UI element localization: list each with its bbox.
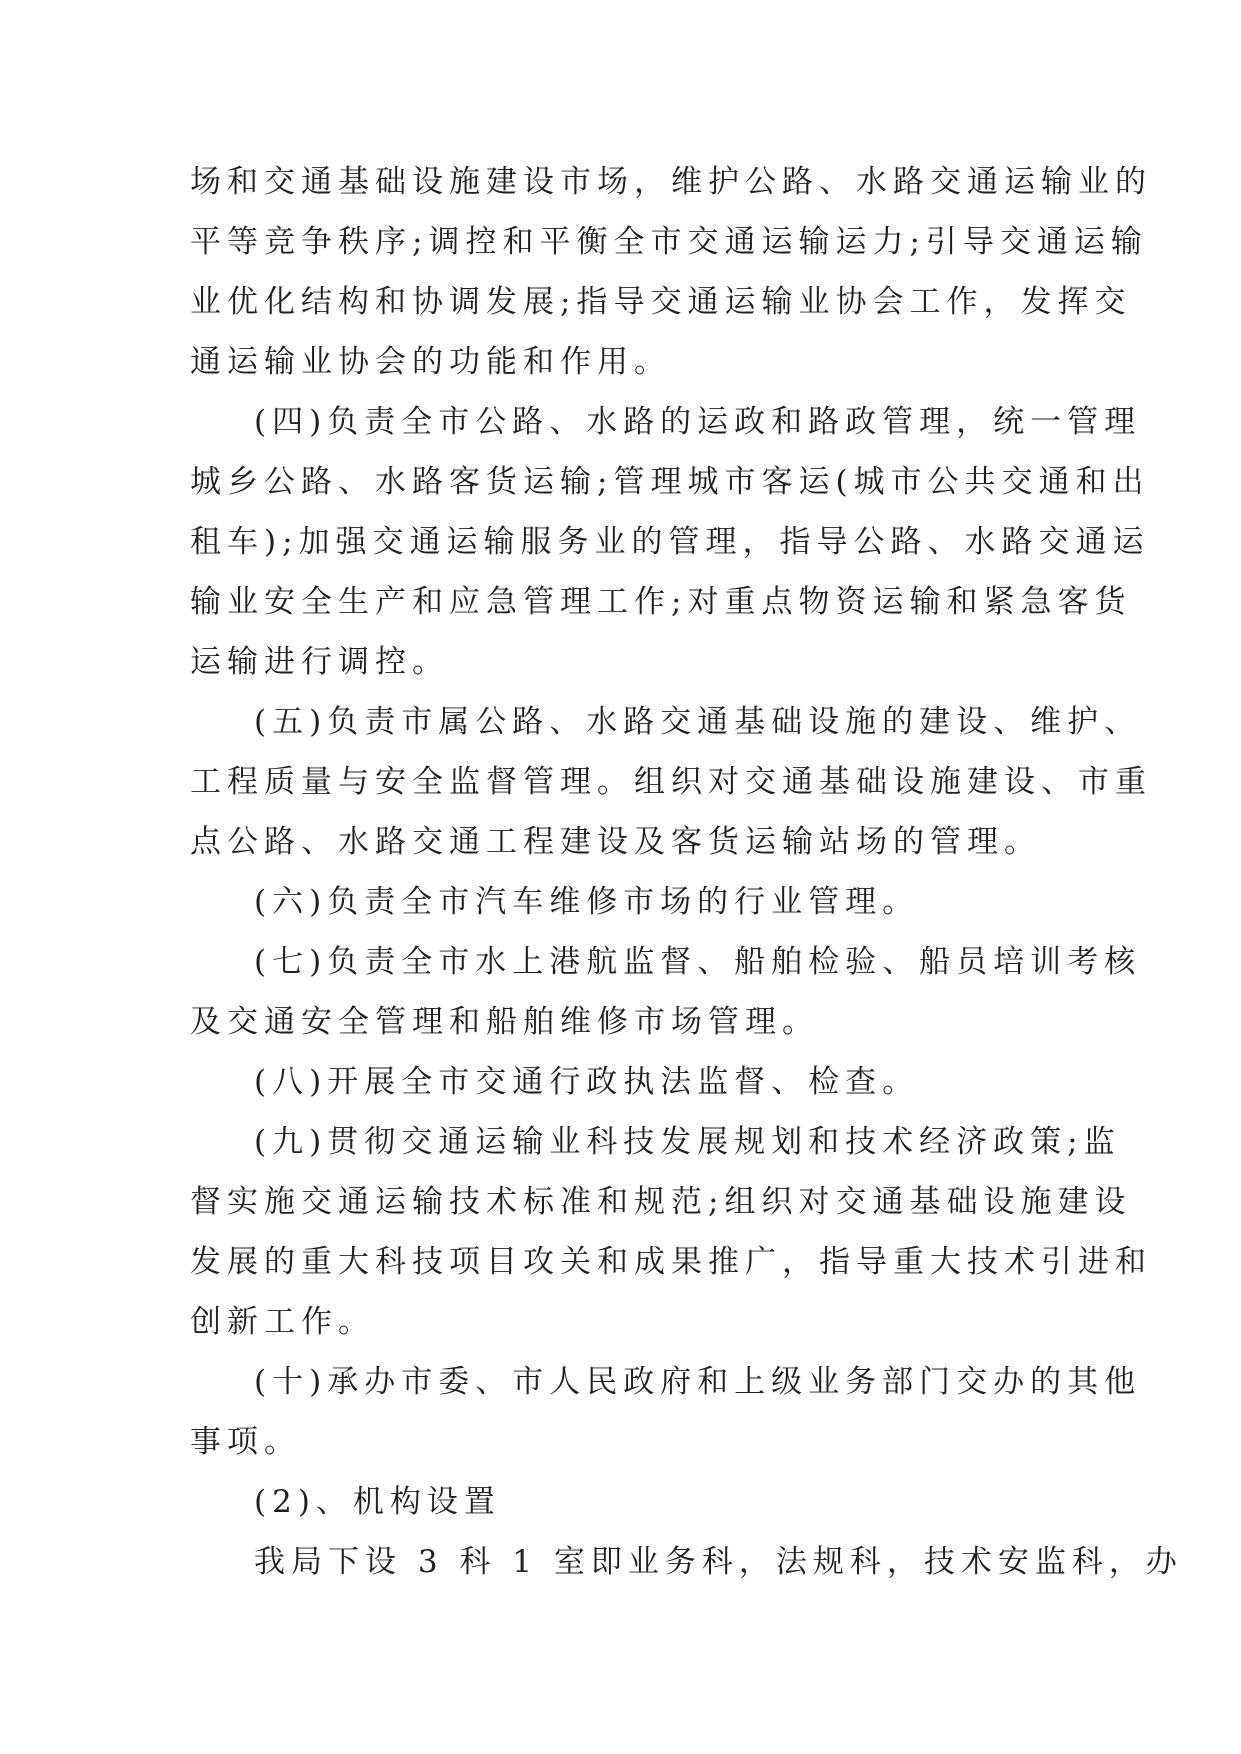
- text-line: 创新工作。: [190, 1304, 375, 1340]
- paragraph-item-8: [190, 1052, 1070, 1112]
- section-heading-organization: [190, 1472, 1070, 1532]
- text-line: (五)负责市属公路、水路交通基础设施的建设、维护、: [254, 704, 1142, 740]
- paragraph-item-4: [190, 392, 1150, 692]
- document-page: [190, 152, 1183, 1592]
- text-line: (四)负责全市公路、水路的运政和路政管理，统一管理: [254, 404, 1142, 440]
- paragraph-item-9: [190, 1112, 1152, 1352]
- text-line: 我局下设 3 科 1 室即业务科，法规科，技术安监科，办: [254, 1544, 1183, 1580]
- text-line: (2)、机构设置: [254, 1484, 501, 1520]
- text-line: 平等竞争秩序;调控和平衡全市交通运输运力;引导交通运输: [190, 224, 1148, 260]
- text-line: 租车);加强交通运输服务业的管理，指导公路、水路交通运: [190, 524, 1150, 560]
- text-line: 事项。: [190, 1424, 301, 1460]
- paragraph-item-6: [190, 872, 1070, 932]
- text-line: (十)承办市委、市人民政府和上级业务部门交办的其他: [254, 1364, 1142, 1400]
- text-line: 及交通安全管理和船舶维修市场管理。: [190, 1004, 819, 1040]
- text-line: 城乡公路、水路客货运输;管理城市客运(城市公共交通和出: [190, 464, 1150, 500]
- text-line: 工程质量与安全监督管理。组织对交通基础设施建设、市重: [190, 764, 1152, 800]
- paragraph-item-5: [190, 692, 1152, 872]
- text-line: (八)开展全市交通行政执法监督、检查。: [254, 1064, 920, 1100]
- paragraph-item-7: [190, 932, 1142, 1052]
- text-line: (九)贯彻交通运输业科技发展规划和技术经济政策;监: [254, 1124, 1121, 1160]
- text-line: 输业安全生产和应急管理工作;对重点物资运输和紧急客货: [190, 584, 1132, 620]
- paragraph-responsibilities-continued: [190, 152, 1152, 392]
- text-line: 发展的重大科技项目攻关和成果推广，指导重大技术引进和: [190, 1244, 1152, 1280]
- text-line: 通运输业协会的功能和作用。: [190, 344, 671, 380]
- text-line: 点公路、水路交通工程建设及客货运输站场的管理。: [190, 824, 1041, 860]
- text-line: 场和交通基础设施建设市场，维护公路、水路交通运输业的: [190, 164, 1152, 200]
- text-line: 业优化结构和协调发展;指导交通运输业协会工作，发挥交: [190, 284, 1132, 320]
- text-line: (七)负责全市水上港航监督、船舶检验、船员培训考核: [254, 944, 1142, 980]
- text-line: 督实施交通运输技术标准和规范;组织对交通基础设施建设: [190, 1184, 1132, 1220]
- paragraph-item-10: [190, 1352, 1142, 1472]
- text-line: (六)负责全市汽车维修市场的行业管理。: [254, 884, 920, 920]
- paragraph-organization-structure: [190, 1532, 1183, 1592]
- text-line: 运输进行调控。: [190, 644, 449, 680]
